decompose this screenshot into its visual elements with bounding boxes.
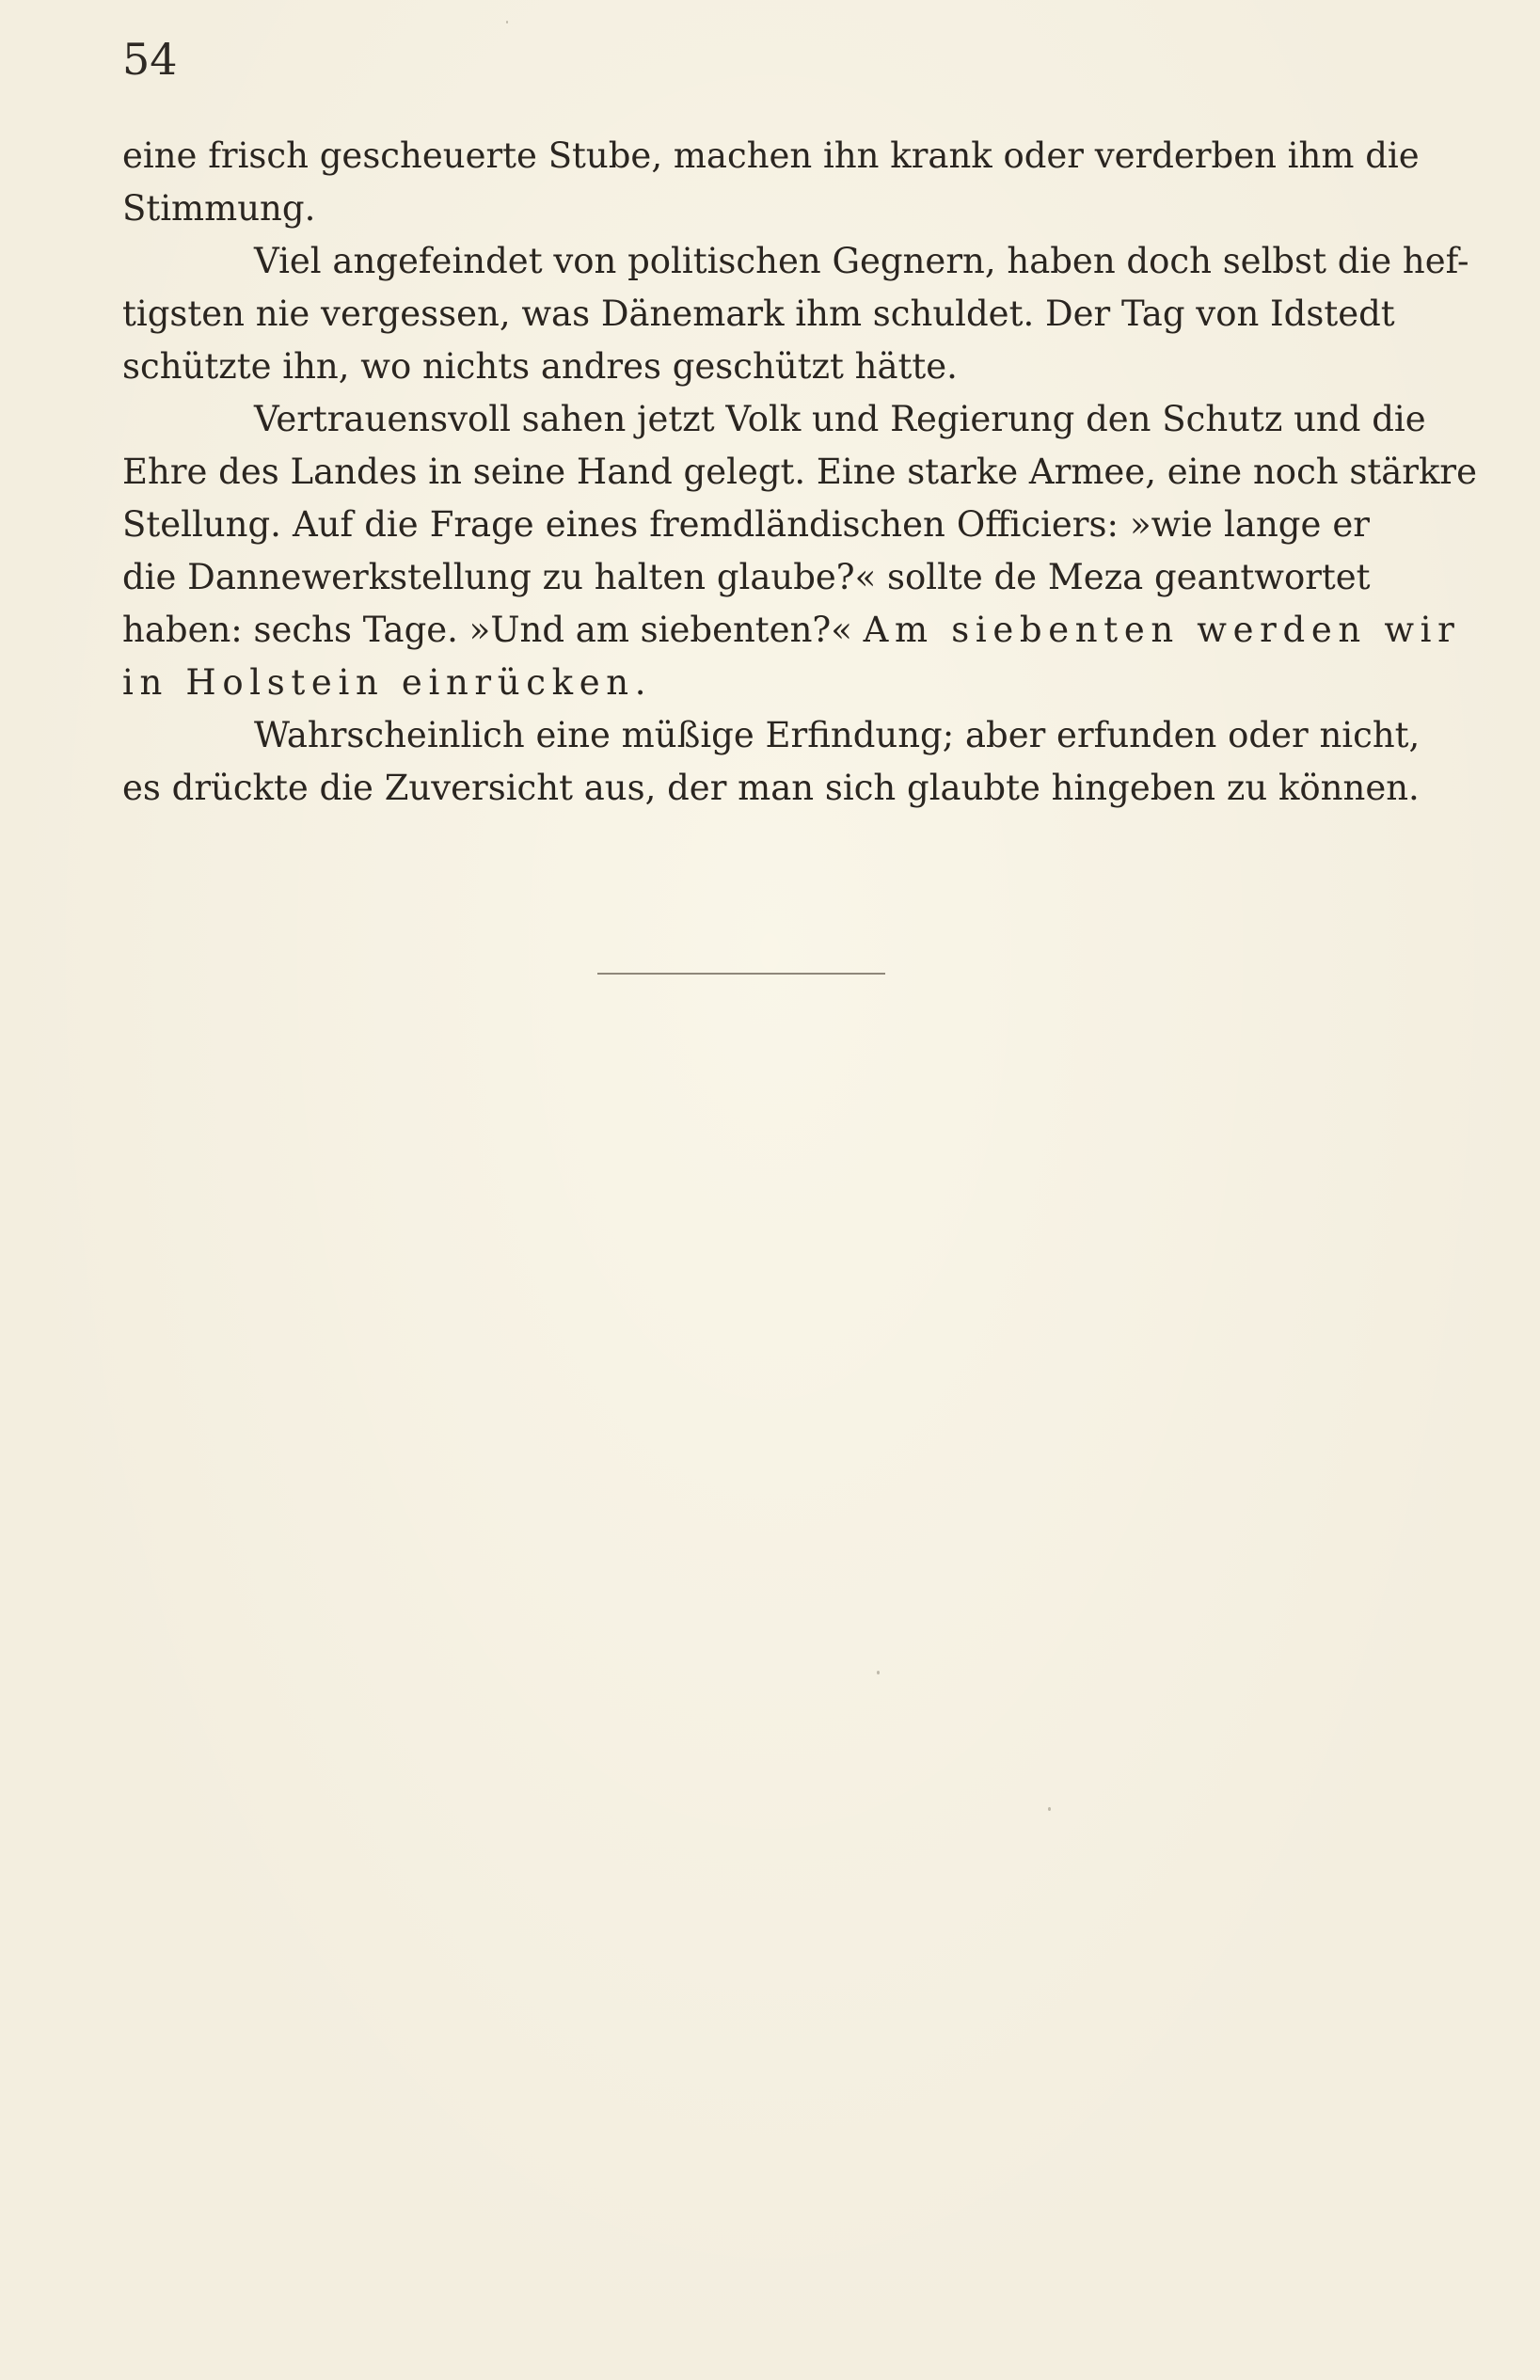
text-line	[122, 604, 1461, 657]
text-line: es drückte die Zuversicht aus, der man sich glaubte hingeben zu können.	[122, 768, 1420, 808]
text-line: die Dannewerkstellung zu halten glaube?« sollte de Meza geantwortet	[122, 557, 1371, 597]
paper-speck	[506, 21, 508, 24]
paper-speck	[1048, 1807, 1051, 1811]
text-line: Vertrauensvoll sahen jetzt Volk und Regierung den Schutz und die	[254, 399, 1426, 439]
page-number: 54	[122, 34, 178, 85]
section-divider	[597, 973, 885, 975]
text-line: Wahrscheinlich eine müßige Erfindung; aber erfunden oder nicht,	[254, 715, 1421, 755]
text-line: eine frisch gescheuerte Stube, machen ihn krank oder verderben ihm die	[122, 135, 1420, 176]
text-line: Viel angefeindet von politischen Gegnern, haben doch selbst die hef-	[254, 241, 1469, 281]
text-line: in Holstein einrücken.	[122, 662, 653, 703]
body-text	[122, 130, 1477, 815]
text-line: schützte ihn, wo nichts andres geschützt hätte.	[122, 346, 958, 387]
paper-speck	[877, 1671, 880, 1674]
text-fragment: haben: sechs Tage. »Und am siebenten?«	[122, 610, 852, 650]
text-line: Stimmung.	[122, 188, 316, 229]
spaced-text-fragment: Am siebenten werden wir	[863, 610, 1461, 650]
text-line: Stellung. Auf die Frage eines fremdländischen Officiers: »wie lange er	[122, 504, 1370, 545]
text-line: tigsten nie vergessen, was Dänemark ihm schuldet. Der Tag von Idstedt	[122, 294, 1395, 334]
text-line: Ehre des Landes in seine Hand gelegt. Eine starke Armee, eine noch stärkre	[122, 452, 1477, 492]
